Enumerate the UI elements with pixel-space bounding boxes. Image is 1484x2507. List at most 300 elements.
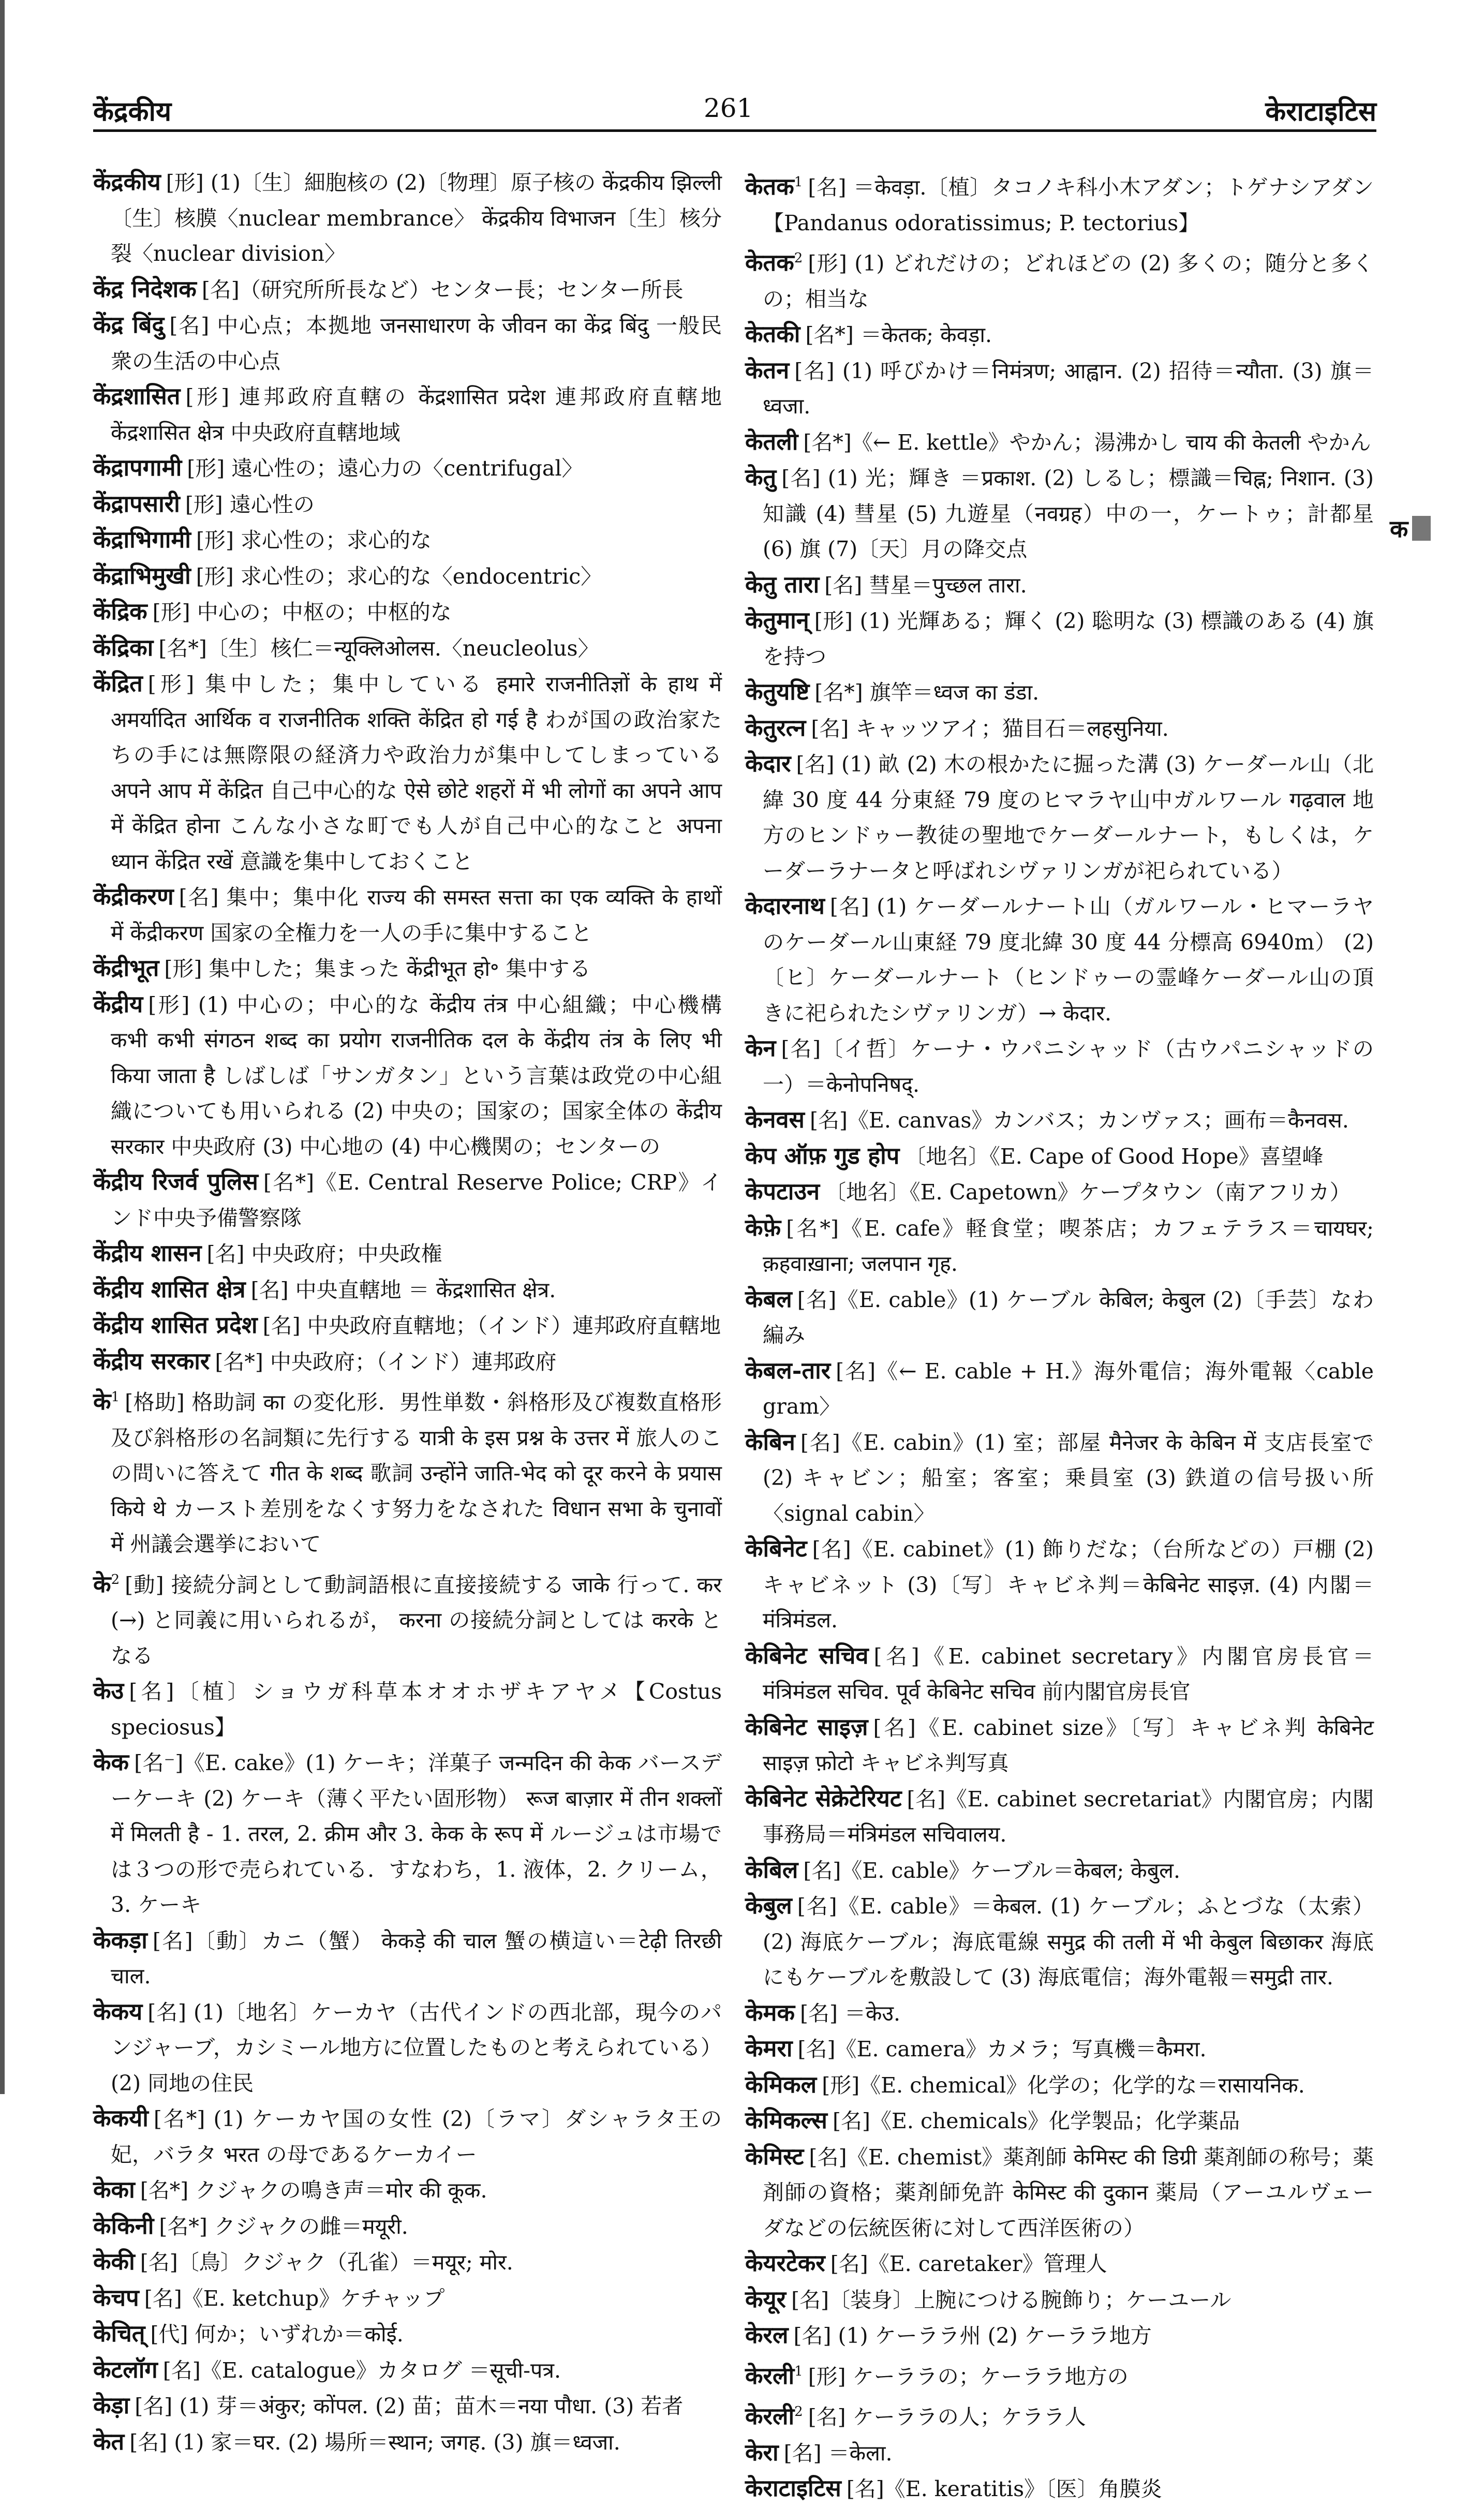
entry-headword [745,1713,868,1741]
headword-text: केकय [93,1997,143,2025]
dictionary-entry [93,1344,722,1380]
headword-text: केंद्रीय [93,990,143,1018]
entry-headword [93,2104,149,2132]
entry-headword [745,173,803,200]
entry-headword [93,311,164,338]
entry-definition: [名]《E. cabinet secretariat》内閣官房；内閣事務局＝मंत्रिमंडल सचिवालय. [763,1786,1374,1847]
entry-definition: [名] (1) 芽＝अंकुर; कोंपल. (2) 苗；苗木＝नया पौधा. (3) 若者 [135,2394,684,2419]
dictionary-entry [745,2318,1374,2354]
headword-text: केंद्राभिमुखी [93,561,191,589]
entry-headword [745,2474,841,2502]
headword-text: केंद्रीकरण [93,883,174,910]
headword-text: केतुमान् [745,606,809,634]
page-number: 261 [704,93,753,123]
entry-definition: [名] 中央直轄地 ＝ केंद्रशासित क्षेत्र. [250,1277,556,1302]
headword-text: केदारनाथ [745,892,825,919]
homograph-number: 2 [794,2404,803,2420]
entry-definition: [名*] 中央政府；（インド）連邦政府 [215,1349,557,1374]
entry-headword [93,1570,120,1598]
headword-text: केबिनेट सचिव [745,1641,869,1669]
entry-headword [93,1998,142,2025]
headword-text: केबल-तार [745,1356,831,1384]
headword-text: केंद्रिका [93,633,154,661]
headword-text: केटलॉग [93,2355,158,2383]
entry-definition: [名] (1) 畝 (2) 木の根かたに掘った溝 (3) ケーダール山（北緯 30 度 44 分東経 79 度のヒマラヤ山中ガルワール गढ़वाल 地方のヒンドゥー教徒の聖地でケーダールナート，もしくは，ケーダーラナータと呼ばれシヴァリンガが祀られている） [763,752,1374,883]
entry-headword [93,2284,139,2311]
dictionary-entry [93,450,722,486]
entry-headword [93,382,180,410]
entry-definition: [形] 求心性の；求心的な〈endocentric〉 [196,563,602,589]
entry-headword [93,1239,202,1267]
entry-headword [745,678,809,705]
entry-headword [93,490,180,517]
entry-definition: [形] 集中した；集まった केंद्रीभूत हो॰ 集中する [164,956,591,981]
dictionary-entry [745,2282,1374,2318]
entry-definition: [形]《E. chemical》化学の；化学的な＝रासायनिक. [822,2072,1305,2098]
dictionary-entry [745,746,1374,888]
entry-headword [93,1347,210,1375]
headword-text: केदार [745,750,791,777]
entry-headword [93,2212,154,2239]
thumb-index-tab [1390,512,1431,544]
dictionary-entry [745,1138,1374,1175]
entry-headword [745,2402,803,2430]
headword-text: केतक [745,173,794,200]
dictionary-entry [93,594,722,630]
dictionary-entry [93,1673,722,1745]
entry-headword [93,1748,129,1776]
entry-headword [745,2143,804,2170]
entry-headword [93,954,159,982]
headword-text: केरली [745,2402,795,2430]
entry-definition: [名] 集中；集中化 राज्य की समस्त सत्ता का एक व्यक्ति के हाथों में केंद्रीकरण 国家の全権力を一人の手に集中すること [111,885,722,945]
headword-text: केतु [745,464,777,491]
entry-definition: [形] 集中した；集中している हमारे राजनीतिज्ञों के हाथ में अमर्यादित आर्थिक व राजनीतिक शक्ति केंद्रित हो गई है わが国の政治家たちの手には無際限の経済力や政治力が集中してしまっている अपने आप में केंद्रित 自己中心的な ऐसे छोटे शहरों में भी लोगों का अपने आप में केंद्रित होना こんな小さな町でも人が自己中心的なこと अपना ध्यान केंद्रित रखें 意識を集中しておくこと [111,672,722,874]
dictionary-entry [93,1379,722,1562]
entry-definition: [名]《E. chemist》薬剤師 केमिस्ट की डिग्री 薬剤師の称号；薬剤師の資格；薬剤師免許 केमिस्ट की दुकान 薬局（アーユルヴェーダなどの伝統医術に対して西洋医術の） [763,2144,1374,2241]
entry-definition: [動] 接続分詞として動詞語根に直接接続する जाके 行って. कर (→) と同義に用いられるが， करना の接続分詞としては करके となる [111,1572,722,1668]
entry-headword [745,1214,781,1241]
dictionary-entry [745,353,1374,424]
entry-definition: [形] (1) 中心の；中心的な केंद्रीय तंत्र 中心組織；中心機構 कभी कभी संगठन शब्द का प्रयोग राजनीतिक दल के केंद्रीय तंत्र के लिए भी किया जाता है しばしば「サンガタン」という言葉は政党の中心組織についても用いられる (2) 中央の；国家の；国家全体の केंद्रीय सरकार 中央政府 (3) 中心地の (4) 中心機関の；センターの [111,992,722,1159]
entry-definition: [名*]《E. cafe》軽食堂；喫茶店；カフェテラス＝चायघर; क़हवाख़ाना; जलपान गृह. [763,1215,1374,1276]
headword-text: केनवस [745,1106,805,1133]
entry-headword [745,1642,868,1669]
dictionary-entry [745,424,1374,461]
entry-headword [93,883,174,910]
headword-text: केबुल [745,1892,792,1919]
headword-text: केंद्रशासित [93,382,181,410]
headword-text: केंद्र बिंदु [93,311,165,338]
entry-definition: [格助] 格助詞 का の変化形．男性単数・斜格形及び複数直格形及び斜格形の名詞類に先行する यात्री के इस प्रश्न के उत्तर में 旅人のこの問いに答えて गीत के शब्द 歌詞 उन्होंने जाति-भेद को दूर करने के प्रयास किये थे カースト差別をなくす努力をなされた विधान सभा के चुनावों में 州議会選挙において [111,1390,722,1556]
entry-headword [93,1926,147,1954]
entry-definition: [名]〔動〕カニ（蟹） केकड़े की चाल 蟹の横這い＝टेढ़ी तिरछी चाल. [111,1928,722,1989]
thumb-index-letter: क [1390,515,1408,543]
homograph-number: 2 [794,250,803,266]
entry-definition: [名]《E. catalogue》カタログ ＝सूची-पत्र. [162,2357,561,2383]
headword-text: केतक [745,249,794,276]
entry-headword [745,320,800,348]
headword-text: केंद्रीय शासन [93,1239,202,1267]
entry-definition: [名] 中央政府；中央政権 [206,1241,442,1266]
dictionary-entry [93,1164,722,1236]
dictionary-entry [745,2031,1374,2067]
dictionary-entry [93,2208,722,2245]
entry-headword [745,571,819,598]
headword-text: केन [745,1034,776,1062]
entry-definition: [名*]《← E. kettle》やかん；湯沸かし चाय की केतली やかん [803,429,1371,455]
entry-definition: [名] (1) ケーララ州 (2) ケーララ地方 [793,2323,1152,2348]
entry-headword [745,2362,803,2390]
dictionary-entry [745,2394,1374,2435]
headword-text: केबिनेट [745,1535,807,1562]
entry-definition: [名]《E. chemicals》化学製品；化学薬品 [832,2109,1240,2133]
entry-headword [93,1168,258,1195]
entry-definition: [名]〔イ哲〕ケーナ・ウパニシャッド（古ウパニシャッドの一）＝केनोपनिषद्. [763,1036,1374,1097]
entry-definition: [形] 遠心性の [185,492,315,517]
entry-definition: [名] (1) ケーダールナート山（ガルワール・ヒマーラヤのケーダール山東経 79 度北緯 30 度 44 分標高 6940m） (2)〔ヒ〕ケーダールナート（ヒンドゥーの霊峰ケーダール山の頂きに祀られたシヴァリンガ）→ केदार. [763,894,1374,1026]
entry-definition: [形] 中心の；中枢の；中枢的な [152,600,452,625]
dictionary-entry [93,1272,722,1308]
headword-text: केबिल [745,1856,798,1883]
dictionary-entry [93,272,722,308]
entry-headword [745,1106,805,1133]
entry-definition: [名]（研究所所長など）センター長；センター所長 [201,277,684,302]
dictionary-entry [93,1236,722,1272]
dictionary-entry [745,2471,1374,2507]
dictionary-entry [93,987,722,1165]
entry-definition: [名]〔鳥〕クジャク（孔雀）＝मयूर; मोर. [140,2250,513,2275]
left-column [93,165,722,2460]
headword-text: केड़ा [93,2392,130,2419]
entry-definition: [名*] 旗竿＝ध्वज का डंडा. [814,680,1040,705]
entry-headword [745,892,825,919]
headword-text: केकी [93,2248,135,2275]
dictionary-entry [93,522,722,558]
headword-text: केबल [745,1285,792,1313]
dictionary-entry [745,1888,1374,1995]
entry-headword [745,1999,795,2026]
entry-headword [93,275,197,303]
entry-headword [93,2320,145,2347]
headword-text: केतुरत्न [745,714,806,741]
entry-definition: [名] (1) 家＝घर. (2) 場所＝स्थान; जगह. (3) 旗＝ध्वजा. [129,2429,620,2455]
entry-definition: [名*]〔生〕核仁＝न्यूक्लिओलस.〈neucleolus〉 [158,635,599,661]
headword-text: केबिनेट साइज़ [745,1713,868,1741]
dictionary-entry [93,2280,722,2317]
entry-definition: [名]《E. cable》＝केबल. (1) ケーブル；ふとづな（太索） (2) 海底ケーブル；海底電線 समुद्र की तली में भी केबुल बिछाकर 海底にもケーブルを敷設して (3) 海底電信；海外電報＝समुद्री तार. [763,1894,1374,1990]
entry-headword [745,2439,779,2466]
dictionary-entry [93,558,722,595]
dictionary-entry [93,951,722,987]
headword-text: केंद्रीय रिजर्व पुलिस [93,1168,258,1195]
dictionary-entry [93,2424,722,2460]
entry-definition: [名]〔装身〕上腕につける腕飾り；ケーユール [791,2287,1231,2312]
entry-definition: [名]《← E. cable + H.》海外電信；海外電報〈cable gram〉 [763,1358,1374,1419]
headword-text: केमिकल्स [745,2107,827,2134]
headword-text: केक [93,1748,129,1776]
headword-text: केबिनेट सेक्रेटेरियट [745,1784,902,1812]
headword-text: केका [93,2176,135,2203]
entry-headword [745,1357,830,1384]
dictionary-entry [93,879,722,951]
headword-text: केतु तारा [745,570,820,598]
headword-text: केचप [93,2283,139,2311]
entry-headword [745,1785,902,1812]
headword-text: केत [93,2427,125,2455]
entry-headword [745,428,798,455]
entry-definition: [形] (1) 光輝ある；輝く (2) 聡明な (3) 標識のある (4) 旗を持つ [763,609,1374,669]
headword-text: केमरा [745,2035,793,2062]
entry-headword [745,249,803,276]
dictionary-entry [745,1710,1374,1781]
entry-definition: [名]《E. camera》カメラ；写真機＝कैमरा. [797,2037,1207,2061]
headword-text: केकिनी [93,2212,154,2239]
dictionary-entry [93,1745,722,1923]
entry-definition: [名]《E. cable》ケーブル＝केबल; केबुल. [803,1858,1181,1883]
dictionary-entry [745,1031,1374,1102]
headword-text: केंद्रीय शासित क्षेत्र [93,1275,246,1303]
left-guide-word: केंद्रकीय [93,96,172,127]
entry-definition: [名]《E. cabinet secretary》内閣官房長官＝मंत्रिमंडल सचिव. पूर्व केबिनेट सचिव 前内閣官房長官 [763,1643,1374,1704]
headword-text: केफ़े [745,1213,781,1241]
entry-definition: [名] (1)〔地名〕ケーカヤ（古代インドの西北部，現今のパンジャーブ，カシミール地方に位置したものと考えられている） (2) 同地の住民 [111,1999,722,2096]
entry-definition: [名] ＝केवड़ा.〔植〕タコノキ科小木アダン；トゲナシアダン【Pandanus odoratissimus; P. tectorius】 [763,175,1374,235]
dictionary-entry [745,603,1374,674]
headword-text: केतन [745,356,790,384]
dictionary-entry [93,379,722,450]
dictionary-entry [745,2067,1374,2103]
dictionary-entry [745,1425,1374,1532]
entry-headword [93,562,191,589]
entry-headword [745,714,806,741]
dictionary-entry [93,666,722,879]
dictionary-entry [745,2435,1374,2471]
entry-definition: 〔地名〕《E. Cape of Good Hope》喜望峰 [904,1144,1324,1169]
entry-definition: [名]《E. cable》(1) ケーブル केबिल; केबुल (2)〔手芸〕なわ編み [763,1287,1374,1347]
entry-headword [745,750,791,777]
entry-headword [745,1285,792,1313]
headword-text: के [93,1388,111,1415]
homograph-number: 1 [794,174,803,190]
headword-text: केप ऑफ़ गुड होप [745,1141,900,1169]
entry-headword [745,1178,820,1205]
headword-text: केमिकल [745,2070,817,2098]
dictionary-entry [93,307,722,379]
entry-definition: [名] ＝केउ. [800,2000,901,2026]
headword-text: केंद्रित [93,670,143,697]
entry-definition: [名]《E. canvas》カンバス；カンヴァス；画布＝कैनवस. [809,1108,1349,1133]
entry-definition: [名]《E. cabin》(1) 室；部屋 मैनेजर के केबिन में 支店長室で (2) キャビン；船室；客室；乗員室 (3) 鉄道の信号扱い所〈signal cabin〉 [763,1430,1374,1526]
entry-headword [93,990,143,1018]
entry-headword [93,454,182,481]
entry-headword [745,2035,793,2062]
entry-headword [93,1311,258,1339]
headword-text: केंद्रीय शासित प्रदेश [93,1311,258,1339]
dictionary-entry [745,1282,1374,1353]
headword-text: केरा [745,2438,779,2466]
dictionary-entry [745,1174,1374,1210]
entry-headword [93,2248,135,2275]
dictionary-entry [745,1995,1374,2031]
entry-headword [93,168,161,196]
dictionary-entry [93,630,722,666]
dictionary-entry [745,888,1374,1031]
entry-definition: [名*] クジャクの鳴き声＝मोर की कूक. [140,2178,487,2203]
entry-definition: [名]《E. cabinet size》〔写〕キャビネ判 केबिनेट साइज़ फ़ोटो キャビネ判写真 [763,1715,1374,1775]
headword-text: केराटाइटिस [745,2474,841,2502]
dictionary-entry [745,1781,1374,1852]
entry-headword [745,464,776,491]
headword-text: केयरटेकर [745,2249,825,2277]
headword-text: केंद्रिक [93,598,147,625]
dictionary-entry [745,165,1374,241]
entry-definition: [名]《E. keratitis》〔医〕角膜炎 [846,2476,1162,2501]
dictionary-entry [745,1102,1374,1138]
entry-definition: 〔地名〕《E. Capetown》ケープタウン（南アフリカ） [825,1180,1351,1205]
entry-headword [745,606,809,634]
entry-headword [745,1856,798,1883]
dictionary-entry [745,1531,1374,1638]
headword-text: केंद्राभिगामी [93,526,191,553]
thumb-index-marker [1412,516,1431,541]
dictionary-entry [93,2388,722,2424]
dictionary-entry [93,2352,722,2389]
dictionary-entry [745,1638,1374,1710]
headword-text: केंद्र निदेशक [93,275,197,303]
dictionary-entry [93,2101,722,2172]
dictionary-entry [93,2244,722,2280]
entry-definition: [名] (1) 呼びかけ＝निमंत्रण; आह्वान. (2) 招待＝न्यौता. (3) 旗＝ध्वजा. [763,358,1374,419]
entry-headword [745,1535,807,1562]
entry-headword [93,2356,158,2383]
headword-text: के [93,1570,111,1598]
entry-definition: [名*] (1) ケーカヤ国の女性 (2)〔ラマ〕ダシャラタ王の妃，バラタ भरत の母であるケーカイー [111,2107,722,2167]
entry-headword [745,2107,827,2134]
dictionary-entry [93,1994,722,2101]
headword-text: केमक [745,1998,795,2026]
headword-text: केयूर [745,2285,786,2313]
entry-definition: [名]《E. ketchup》ケチャップ [144,2286,445,2311]
entry-headword [93,526,191,553]
entry-headword [745,1034,776,1062]
entry-headword [745,2286,786,2313]
headword-text: केतली [745,427,798,455]
entry-definition: [名]〔植〕ショウガ科草本オオホザキアヤメ【Costus speciosus】 [111,1679,722,1740]
dictionary-entry [745,460,1374,567]
entry-headword [93,634,153,661]
dictionary-entry [93,2172,722,2208]
headword-text: केरली [745,2362,795,2390]
dictionary-entry [745,241,1374,317]
headword-text: केरल [745,2321,789,2349]
entry-headword [745,1142,899,1169]
entry-definition: [形] 求心性の；求心的な [196,528,432,553]
entry-definition: [名*]《E. Central Reserve Police; CRP》インド中央予備警察隊 [111,1170,722,1230]
headword-text: केबिन [745,1428,795,1456]
entry-definition: [名] ＝केला. [783,2440,893,2466]
homograph-number: 1 [111,1389,120,1405]
entry-definition: [形] (1) どれだけの；どれほどの (2) 多くの；随分と多くの；相当な [763,251,1374,311]
entry-definition: [形] 連邦政府直轄の केंद्रशासित प्रदेश 連邦政府直轄地 केंद्रशासित क्षेत्र 中央政府直轄地域 [111,384,722,445]
headword-text: केकड़ा [93,1926,147,1954]
entry-definition: [名]《E. caretaker》管理人 [830,2251,1107,2276]
dictionary-entry [745,674,1374,710]
dictionary-entry [745,2246,1374,2282]
entry-definition: [名] 中央政府直轄地；（インド）連邦政府直轄地 [262,1313,721,1338]
entry-headword [745,2249,825,2277]
homograph-number: 1 [794,2363,803,2379]
entry-headword [93,2392,129,2419]
entry-definition: [名]《E. cabinet》(1) 飾りだな；（台所などの）戸棚 (2) キャビネット (3)〔写〕キャビネ判＝केबिनेट साइज़. (4) 内閣＝मंत्रिमंडल. [763,1537,1374,1633]
entry-headword [745,1428,795,1456]
page-header [93,88,1376,132]
entry-definition: [形] 遠心性の；遠心力の〈centrifugal〉 [187,456,583,481]
entry-headword [93,2176,135,2203]
headword-text: केंद्रीय सरकार [93,1347,210,1375]
headword-text: केंद्रीभूत [93,954,159,982]
dictionary-entry [745,1210,1374,1282]
headword-text: केंद्रापगामी [93,454,182,481]
entry-definition: [形] (1)〔生〕細胞核の (2)〔物理〕原子核の केंद्रकीय झिल्ली〔生〕核膜〈nuclear membrance〉 केंद्रकीय विभाजन〔生〕核分裂〈nuclear division〉 [111,170,722,266]
headword-text: केमिस्ट [745,2142,804,2170]
entry-definition: [形] ケーララの；ケーララ地方の [808,2364,1129,2389]
dictionary-entry [745,567,1374,603]
headword-text: केउ [93,1677,124,1704]
entry-definition: [名] ケーララの人；ケララ人 [808,2405,1086,2429]
entry-definition: [代] 何か；いずれか＝कोई. [150,2322,404,2347]
entry-headword [93,598,147,625]
dictionary-entry [745,1353,1374,1425]
entry-headword [93,1388,120,1415]
dictionary-entry [93,2316,722,2352]
entry-definition: [名*] クジャクの雌＝मयूरी. [159,2214,408,2239]
headword-text: केचित् [93,2320,145,2347]
right-column [745,165,1374,2507]
entry-definition: [名⁻]《E. cake》(1) ケーキ；洋菓子 जन्मदिन की केक バースデーケーキ (2) ケーキ（薄く平たい固形物） रूज बाज़ार में तीन शक्लों में मिलती है - 1. तरल, 2. क्रीम और 3. केक के रूप में ルージュは市場では３つの形で売られている．すなわち，1. 液体，2. クリーム，3. ケーキ [111,1751,722,1917]
entry-headword [745,357,789,384]
entry-headword [93,2428,124,2455]
dictionary-entry [745,1852,1374,1889]
dictionary-entry [93,1562,722,1674]
entry-definition: [名] (1) 光；輝き ＝प्रकाश. (2) しるし；標識＝चिह्न; निशान. (3) 知識 (4) 彗星 (5) 九遊星（नवग्रह）中の一，ケートゥ；計都星 (6) 旗 (7)〔天〕月の降交点 [763,466,1374,561]
entry-headword [745,2321,788,2349]
headword-text: केपटाउन [745,1178,820,1205]
entry-headword [93,670,143,697]
scan-edge [0,0,5,2094]
entry-definition: [名*] ＝केतक; केवड़ा. [805,322,992,347]
dictionary-entry [745,2139,1374,2246]
dictionary-entry [93,1308,722,1344]
entry-definition: [名] 中心点；本拠地 जनसाधारण के जीवन का केंद्र बिंदु 一般民衆の生活の中心点 [111,313,722,374]
dictionary-entry [93,486,722,523]
headword-text: केंद्रापसारी [93,489,180,517]
dictionary-entry [745,710,1374,747]
dictionary-entry [93,1923,722,1994]
entry-definition: [名] キャッツアイ；猫目石＝लहसुनिया. [811,716,1169,741]
entry-headword [93,1275,246,1303]
entry-headword [745,1892,792,1919]
right-guide-word: केराटाइटिस [1265,96,1376,127]
headword-text: केतुयष्टि [745,678,810,705]
dictionary-entry [93,165,722,272]
dictionary-entry [745,2354,1374,2395]
homograph-number: 2 [111,1571,120,1588]
dictionary-entry [745,2103,1374,2139]
entry-headword [93,1677,124,1704]
headword-text: केकयी [93,2104,149,2132]
headword-text: केंद्रकीय [93,168,161,196]
